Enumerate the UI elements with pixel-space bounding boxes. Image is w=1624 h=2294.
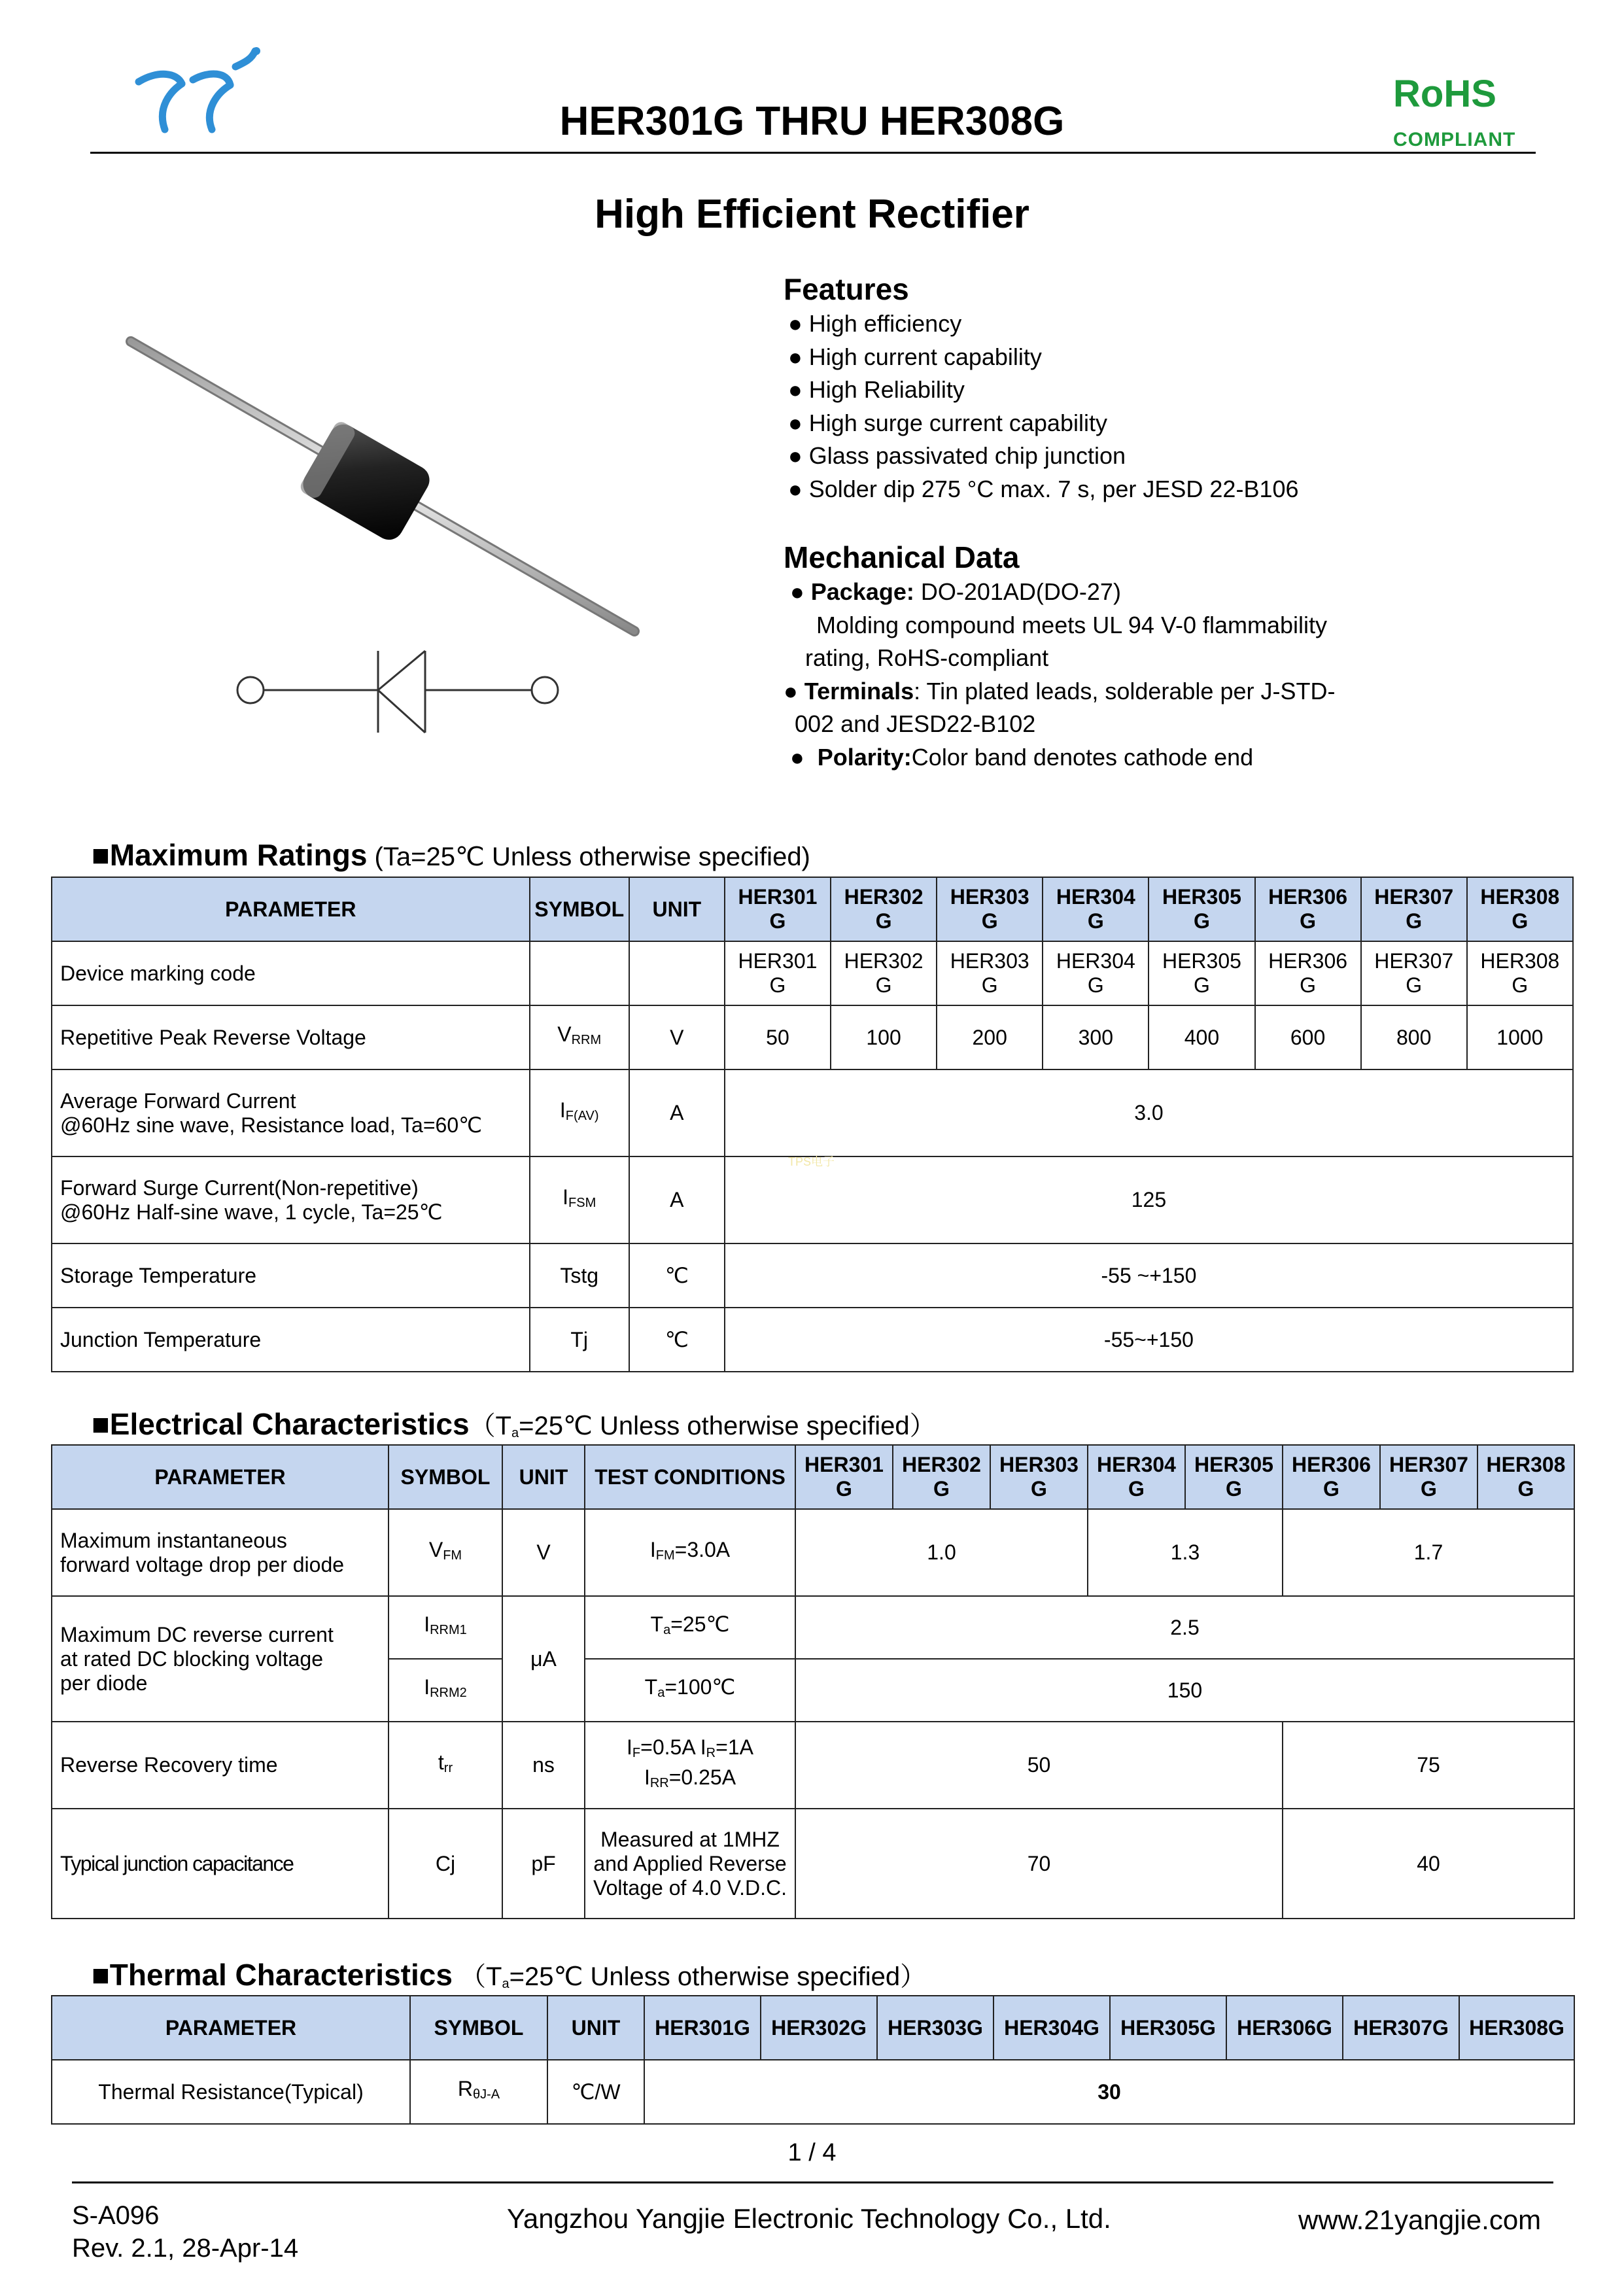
unit-cell: V — [629, 1005, 725, 1069]
value-cell: 800 — [1361, 1005, 1467, 1069]
list-item: ● High current capability — [788, 343, 1042, 370]
value-cell: HER301 G — [725, 941, 831, 1005]
param-cell: Junction Temperature — [52, 1308, 530, 1372]
col-model: HER301G — [644, 1996, 761, 2060]
list-item: ● Polarity:Color band denotes cathode end — [784, 743, 1254, 771]
col-model: HER304G — [993, 1996, 1110, 2060]
col-model: HER301 G — [795, 1445, 893, 1509]
value-cell: 400 — [1149, 1005, 1254, 1069]
diode-package-image — [118, 321, 654, 648]
features-list — [788, 307, 1299, 506]
col-symbol: SYMBOL — [530, 877, 629, 941]
unit-cell: A — [629, 1156, 725, 1243]
col-model: HER307G — [1343, 1996, 1459, 2060]
value-cell: 1.0 — [795, 1509, 1088, 1596]
symbol-cell: Tj — [530, 1308, 629, 1372]
section-title: Maximum Ratings — [109, 838, 368, 872]
electrical-heading: ■Electrical $Characteristics(T_a=25℃$ Unless otherwise specified） — [92, 1407, 936, 1441]
section-title: Thermal Characteristics — [109, 1958, 453, 1992]
symbol-cell: $I_{RRM1}$ — [389, 1596, 502, 1659]
rohs-badge: RoHS — [1393, 73, 1496, 115]
table-row — [52, 1243, 1573, 1308]
section-condition: （$T_a=25℃$ Unless otherwise specified） — [460, 1962, 927, 1991]
test-cell: $T_a=100℃$ — [585, 1659, 795, 1722]
param-cell: Forward Surge Current(Non-repetitive) @60Hz Half-sine wave, 1 cycle, Ta=25℃ — [52, 1156, 530, 1243]
document-title: HER301G THRU HER308G — [559, 99, 1065, 144]
symbol-cell — [530, 941, 629, 1005]
rohs-compliant-label: COMPLIANT — [1393, 129, 1516, 150]
col-symbol: SYMBOL — [410, 1996, 547, 2060]
col-model: HER301 G — [725, 877, 831, 941]
value-cell: 1000 — [1467, 1005, 1573, 1069]
param-cell: Average Forward Current @60Hz sine wave, Resistance load, Ta=60℃ — [52, 1069, 530, 1156]
param-cell: Typical junction capacitance — [52, 1809, 389, 1919]
col-model: HER307 G — [1380, 1445, 1477, 1509]
col-symbol: SYMBOL — [389, 1445, 502, 1509]
symbol-cell: $V_{FM}$ — [389, 1509, 502, 1596]
symbol-cell: $t_{rr}$ — [389, 1722, 502, 1809]
features-heading: Features — [784, 272, 909, 306]
bullet: ■ — [92, 838, 110, 872]
mechanical-heading: Mechanical Data — [784, 540, 1020, 574]
col-unit: UNIT — [502, 1445, 585, 1509]
list-item: ● Package: DO-201AD(DO-27) — [784, 578, 1121, 605]
col-model: HER308 G — [1467, 877, 1573, 941]
value-cell: 40 — [1283, 1809, 1574, 1919]
header-rule — [90, 152, 1536, 154]
table-row — [52, 1069, 1573, 1156]
value-cell: 100 — [831, 1005, 937, 1069]
col-model: HER306 G — [1283, 1445, 1380, 1509]
table-header-row — [52, 1996, 1574, 2060]
website-link[interactable]: www.21yangjie.com — [1298, 2204, 1542, 2235]
col-model: HER303 G — [937, 877, 1043, 941]
mechanical-list — [784, 576, 1335, 774]
unit-cell: ℃/W — [547, 2060, 644, 2124]
unit-cell: A — [629, 1069, 725, 1156]
symbol-cell: $R_{\theta J-A}$ — [410, 2060, 547, 2124]
col-parameter: PARAMETER — [52, 877, 530, 941]
package-label: Package: — [810, 578, 914, 605]
value-cell: 1.7 — [1283, 1509, 1574, 1596]
value-cell: 600 — [1255, 1005, 1361, 1069]
symbol-cell: Cj — [389, 1809, 502, 1919]
revision-date: Rev. 2.1, 28-Apr-14 — [72, 2234, 299, 2263]
param-cell: Device marking code — [52, 941, 530, 1005]
list-item: ● Solder dip 275 °C max. 7 s, per JESD 22-B106 — [788, 475, 1299, 502]
value-cell: 125 — [725, 1156, 1573, 1243]
unit-cell — [629, 941, 725, 1005]
col-model: HER302 G — [893, 1445, 990, 1509]
col-model: HER305 G — [1149, 877, 1254, 941]
value-cell: HER303 G — [937, 941, 1043, 1005]
col-model: HER308G — [1459, 1996, 1574, 2060]
value-cell: 70 — [795, 1809, 1283, 1919]
col-model: HER308 G — [1477, 1445, 1574, 1509]
table-row — [52, 1308, 1573, 1372]
value-cell: 75 — [1283, 1722, 1574, 1809]
table-row — [52, 1509, 1574, 1596]
value-cell: HER305 G — [1149, 941, 1254, 1005]
value-cell: 50 — [795, 1722, 1283, 1809]
col-model: HER307 G — [1361, 877, 1467, 941]
unit-cell: ℃ — [629, 1243, 725, 1308]
table-row — [52, 1005, 1573, 1069]
value-cell: 1.3 — [1088, 1509, 1283, 1596]
symbol-cell: $I_{F(AV)}$ — [530, 1069, 629, 1156]
section-title: Electrical Characteristics — [109, 1407, 470, 1441]
col-test-conditions: TEST CONDITIONS — [585, 1445, 795, 1509]
polarity-value: Color band denotes cathode end — [911, 743, 1254, 771]
diode-symbol — [226, 648, 566, 746]
footer-rule — [72, 2181, 1553, 2183]
col-parameter: PARAMETER — [52, 1445, 389, 1509]
value-cell: HER302 G — [831, 941, 937, 1005]
unit-cell: V — [502, 1509, 585, 1596]
watermark: TPS电子 — [788, 1155, 835, 1168]
list-item: ● High efficiency — [788, 310, 962, 337]
col-unit: UNIT — [629, 877, 725, 941]
list-item: ● Glass passivated chip junction — [788, 442, 1126, 469]
list-item: ● Terminals: Tin plated leads, solderable per J-STD- — [784, 677, 1336, 704]
value-cell: 3.0 — [725, 1069, 1573, 1156]
param-cell: Maximum instantaneous forward voltage drop per diode — [52, 1509, 389, 1596]
table-row — [52, 941, 1573, 1005]
document-code: S-A096 — [72, 2201, 160, 2230]
package-value: DO-201AD(DO-27) — [914, 578, 1121, 605]
terminals-value: : Tin plated leads, solderable per J-STD- — [914, 677, 1336, 704]
col-model: HER305 G — [1185, 1445, 1283, 1509]
value-cell: -55 ~+150 — [725, 1243, 1573, 1308]
page-subtitle: High Efficient Rectifier — [595, 192, 1029, 237]
polarity-label: Polarity: — [817, 743, 912, 771]
section-condition: （$T_a=25℃$ Unless otherwise specified） — [469, 1412, 936, 1440]
molding-line-2: rating, RoHS-compliant — [805, 644, 1049, 671]
value-cell: HER306 G — [1255, 941, 1361, 1005]
param-cell: Maximum DC reverse current at rated DC blocking voltage per diode — [52, 1596, 389, 1722]
symbol-cell: $I_{FSM}$ — [530, 1156, 629, 1243]
unit-cell: ℃ — [629, 1308, 725, 1372]
value-cell: -55~+150 — [725, 1308, 1573, 1372]
unit-cell: ns — [502, 1722, 585, 1809]
col-model: HER303 G — [990, 1445, 1088, 1509]
param-cell: Storage Temperature — [52, 1243, 530, 1308]
col-model: HER303G — [877, 1996, 993, 2060]
col-model: HER304 G — [1088, 1445, 1185, 1509]
col-model: HER302G — [761, 1996, 877, 2060]
value-cell: 150 — [795, 1659, 1574, 1722]
col-model: HER306 G — [1255, 877, 1361, 941]
param-cell: Reverse Recovery time — [52, 1722, 389, 1809]
table-header-row — [52, 1445, 1574, 1509]
thermal-heading: ■Thermal Characteristics （$T_a=25℃$ Unless otherwise specified） — [92, 1958, 927, 1992]
thermal-table — [51, 1995, 1575, 2125]
value-cell: 50 — [725, 1005, 831, 1069]
max-ratings-heading — [92, 837, 810, 873]
list-item: ● High Reliability — [788, 376, 965, 403]
col-model: HER305G — [1110, 1996, 1226, 2060]
company-name: Yangzhou Yangjie Electronic Technology Co., Ltd. — [507, 2203, 1111, 2234]
unit-cell: μA — [502, 1596, 585, 1722]
list-item: ● High surge current capability — [788, 409, 1107, 436]
table-row — [52, 1809, 1574, 1919]
col-parameter: PARAMETER — [52, 1996, 410, 2060]
section-condition: (Ta=25℃ Unless otherwise specified) — [367, 843, 810, 871]
test-cell: $I_F=0.5A$ $I_R=1A$ $I_{RR}=0.25A$ — [585, 1722, 795, 1809]
table-header-row — [52, 877, 1573, 941]
symbol-cell: Tstg — [530, 1243, 629, 1308]
test-cell: Measured at 1MHZ and Applied Reverse Voltage of 4.0 V.D.C. — [585, 1809, 795, 1919]
terminals-label: Terminals — [804, 677, 914, 704]
value-cell: HER308 G — [1467, 941, 1573, 1005]
param-cell: Thermal Resistance(Typical) — [52, 2060, 410, 2124]
value-cell: 30 — [644, 2060, 1574, 2124]
terminals-line-2: 002 and JESD22-B102 — [795, 710, 1036, 737]
param-cell: Repetitive Peak Reverse Voltage — [52, 1005, 530, 1069]
table-row — [52, 1596, 1574, 1659]
test-cell: $T_a=25℃$ — [585, 1596, 795, 1659]
col-model: HER302 G — [831, 877, 937, 941]
value-cell: 200 — [937, 1005, 1043, 1069]
symbol-cell: $I_{RRM2}$ — [389, 1659, 502, 1722]
col-model: HER306G — [1226, 1996, 1343, 2060]
table-row — [52, 2060, 1574, 2124]
symbol-cell: $V_{RRM}$ — [530, 1005, 629, 1069]
molding-line-1: Molding compound meets UL 94 V-0 flammability — [816, 611, 1328, 638]
value-cell: 300 — [1043, 1005, 1149, 1069]
value-cell: 2.5 — [795, 1596, 1574, 1659]
table-row — [52, 1722, 1574, 1809]
col-model: HER304 G — [1043, 877, 1149, 941]
value-cell: HER307 G — [1361, 941, 1467, 1005]
max-ratings-table — [51, 877, 1574, 1372]
page-number: 1 / 4 — [787, 2139, 837, 2166]
value-cell: HER304 G — [1043, 941, 1149, 1005]
electrical-table — [51, 1444, 1575, 1919]
unit-cell: pF — [502, 1809, 585, 1919]
test-cell: $I_{FM}=3.0A$ — [585, 1509, 795, 1596]
col-unit: UNIT — [547, 1996, 644, 2060]
